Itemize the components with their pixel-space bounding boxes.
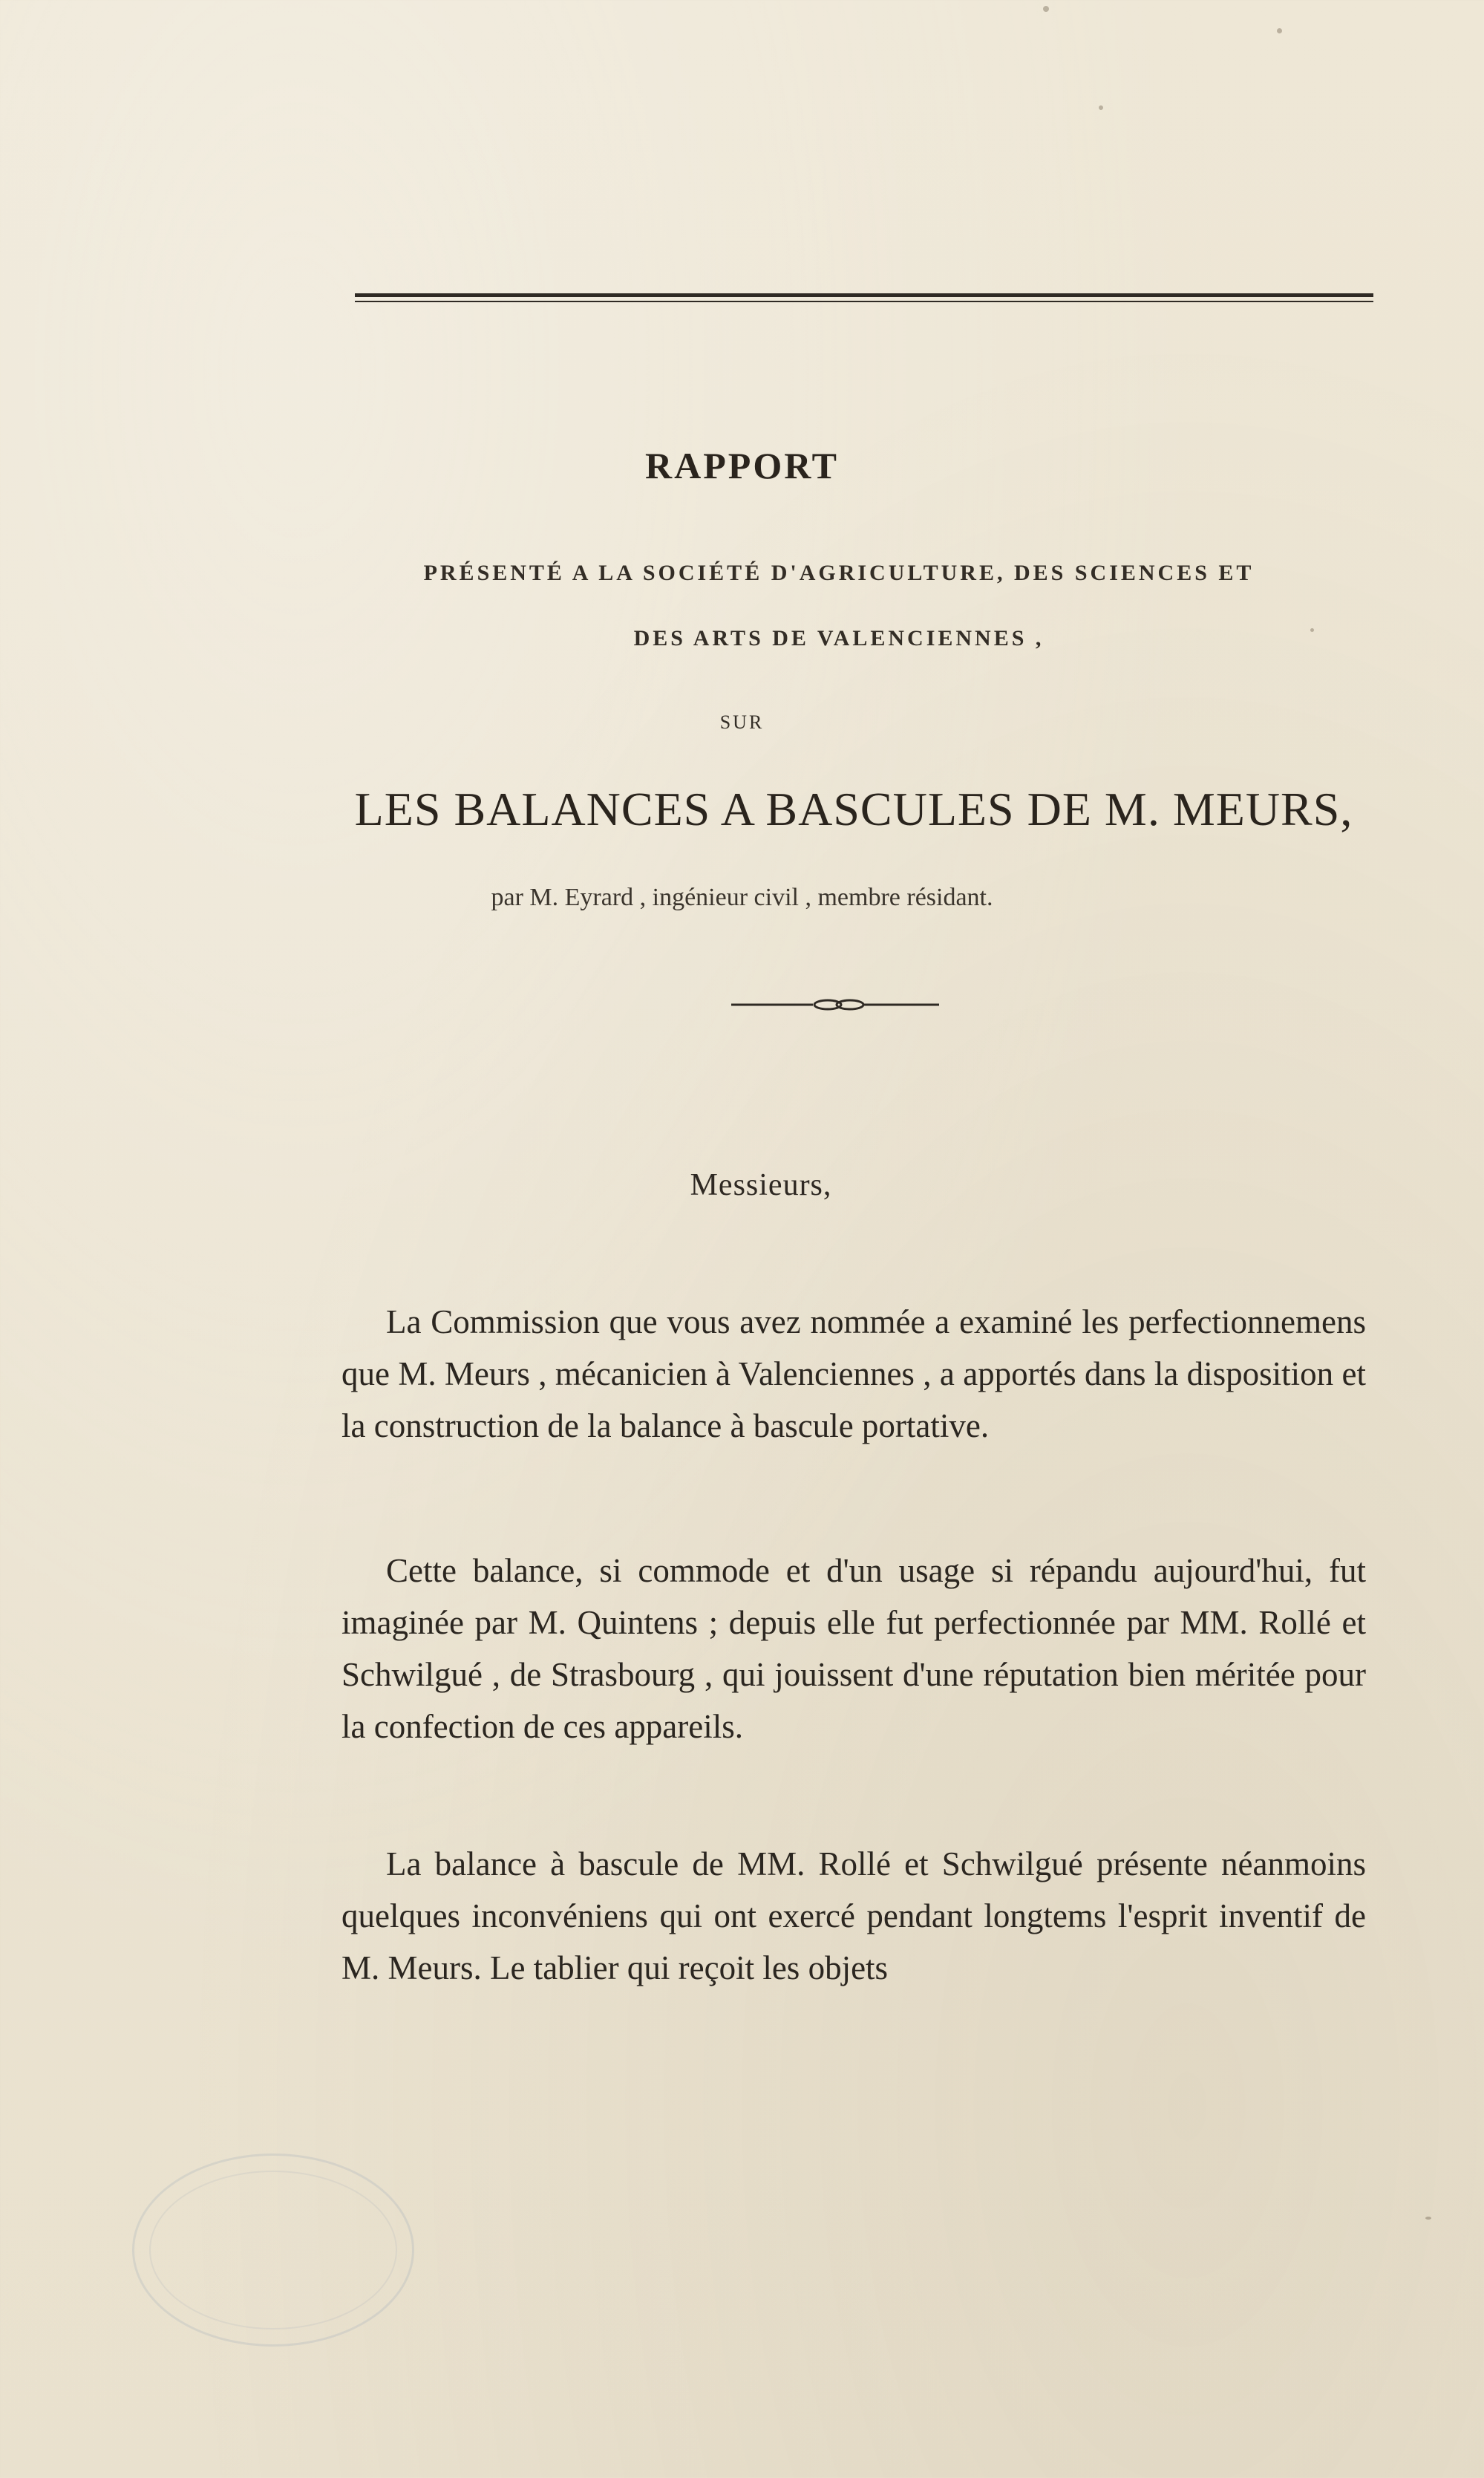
faded-library-stamp (132, 2153, 414, 2347)
paper-speck (1043, 6, 1049, 12)
sur-label: SUR (719, 711, 765, 733)
rule-thick (355, 293, 1373, 297)
paragraph-2 (341, 1545, 1366, 1752)
paragraph-3 (341, 1838, 1366, 1994)
top-double-rule (355, 293, 1373, 305)
paragraph-1-text: La Commission que vous avez nommée a examiné les perfectionnemens que M. Meurs , mécanicien à Valenciennes , a apportés dans la disposition et la construction de la balance à bascule portative. (341, 1303, 1366, 1444)
paragraph-2-text: Cette balance, si commode et d'un usage si répandu aujourd'hui, fut imaginée par M. Quintens ; depuis elle fut perfectionnée par MM. Rollé et Schwilgué , de Strasbourg , qui jouissent d'une réputation bien méritée pour la confection de ces appareils. (341, 1552, 1366, 1745)
salutation: Messieurs, (690, 1168, 832, 1202)
ornament-divider-icon (731, 997, 954, 1012)
subject-heading: LES BALANCES A BASCULES DE M. MEURS, (354, 783, 1353, 835)
document-title: RAPPORT (645, 445, 839, 486)
paper-speck (1425, 2217, 1431, 2220)
presented-line-1: PRÉSENTÉ A LA SOCIÉTÉ D'AGRICULTURE, DES SCIENCES ET (423, 561, 1255, 585)
author-byline: par M. Eyrard , ingénieur civil , membre résidant. (491, 884, 993, 911)
paper-speck (1277, 28, 1282, 33)
paper-speck (1099, 105, 1103, 110)
presented-line-2: DES ARTS DE VALENCIENNES , (633, 626, 1045, 651)
paper-speck (1310, 628, 1314, 632)
stamp-inner-ring (149, 2171, 397, 2329)
paragraph-1 (341, 1296, 1366, 1452)
paragraph-3-text: La balance à bascule de MM. Rollé et Schwilgué présente néanmoins quelques inconvéniens qui ont exercé pendant longtems l'esprit inventif de M. Meurs. Le tablier qui reçoit les objets (341, 1845, 1366, 1986)
rule-thin (355, 301, 1373, 302)
